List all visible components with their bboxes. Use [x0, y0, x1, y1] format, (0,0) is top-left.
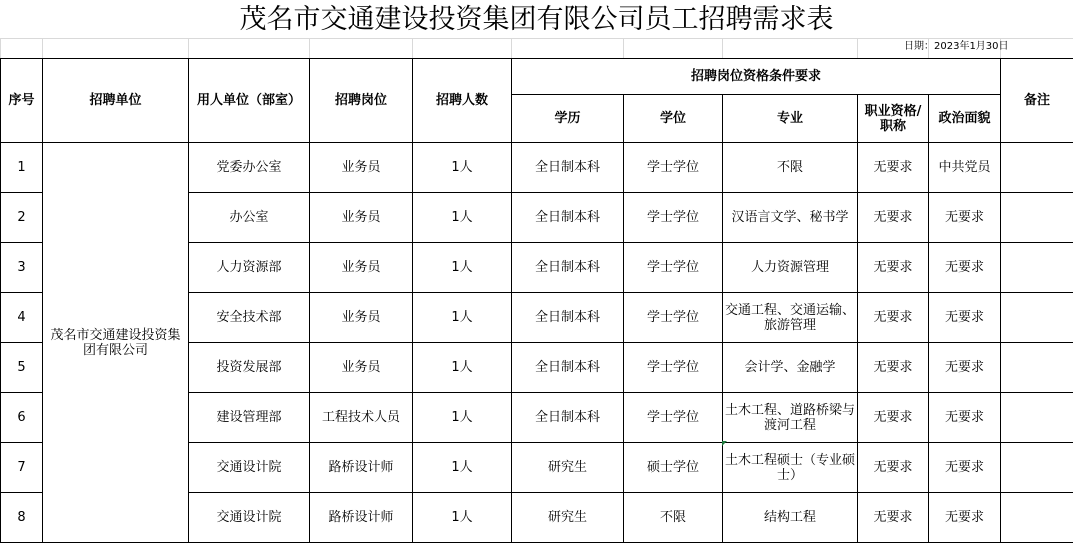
- cell-qualification: 无要求: [858, 493, 929, 543]
- cell-seq: 2: [1, 193, 43, 243]
- cell-remarks: [1001, 443, 1073, 493]
- header-company: 招聘单位: [43, 59, 189, 143]
- cell-major: 人力资源管理: [723, 243, 858, 293]
- cell-degree: 不限: [624, 493, 723, 543]
- grid-line: [0, 38, 1073, 39]
- recruitment-table: [0, 58, 1073, 543]
- cell-education: 全日制本科: [512, 243, 624, 293]
- table-row: [1, 143, 1073, 193]
- cell-dept: 安全技术部: [189, 293, 310, 343]
- cell-remarks: [1001, 193, 1073, 243]
- cell-seq: 5: [1, 343, 43, 393]
- cell-political: 无要求: [929, 293, 1001, 343]
- cell-major: 土木工程、道路桥梁与渡河工程: [723, 393, 858, 443]
- cell-count: 1人: [413, 143, 512, 193]
- cell-political: 无要求: [929, 343, 1001, 393]
- cell-position: 业务员: [310, 293, 413, 343]
- cell-remarks: [1001, 243, 1073, 293]
- cell-count: 1人: [413, 193, 512, 243]
- cell-major: 汉语言文学、秘书学: [723, 193, 858, 243]
- cell-position: 工程技术人员: [310, 393, 413, 443]
- cell-major: 不限: [723, 143, 858, 193]
- cell-degree: 学士学位: [624, 393, 723, 443]
- header-major: 专业: [723, 95, 858, 143]
- cell-remarks: [1001, 493, 1073, 543]
- cell-remarks: [1001, 293, 1073, 343]
- grid-line: [412, 38, 413, 58]
- cell-degree: 硕士学位: [624, 443, 723, 493]
- cell-qualification: 无要求: [858, 343, 929, 393]
- header-count: 招聘人数: [413, 59, 512, 143]
- cell-comment-marker: [722, 441, 727, 446]
- cell-seq: 6: [1, 393, 43, 443]
- cell-count: 1人: [413, 493, 512, 543]
- cell-seq: 1: [1, 143, 43, 193]
- cell-dept: 投资发展部: [189, 343, 310, 393]
- cell-remarks: [1001, 343, 1073, 393]
- cell-seq: 8: [1, 493, 43, 543]
- header-degree: 学位: [624, 95, 723, 143]
- cell-dept: 交通设计院: [189, 493, 310, 543]
- grid-line: [511, 38, 512, 58]
- cell-political: 无要求: [929, 443, 1001, 493]
- cell-degree: 学士学位: [624, 193, 723, 243]
- grid-line: [188, 38, 189, 58]
- cell-major: 会计学、金融学: [723, 343, 858, 393]
- cell-position: 路桥设计师: [310, 493, 413, 543]
- grid-line: [623, 38, 624, 58]
- cell-seq: 4: [1, 293, 43, 343]
- cell-qualification: 无要求: [858, 393, 929, 443]
- cell-qualification: 无要求: [858, 143, 929, 193]
- header-political: 政治面貌: [929, 95, 1001, 143]
- cell-company: 茂名市交通建设投资集团有限公司: [43, 143, 189, 543]
- cell-position: 业务员: [310, 193, 413, 243]
- cell-education: 全日制本科: [512, 293, 624, 343]
- grid-line: [722, 38, 723, 58]
- grid-line: [857, 38, 858, 58]
- cell-position: 业务员: [310, 243, 413, 293]
- header-position: 招聘岗位: [310, 59, 413, 143]
- grid-line: [309, 38, 310, 58]
- cell-count: 1人: [413, 393, 512, 443]
- cell-qualification: 无要求: [858, 293, 929, 343]
- cell-dept: 交通设计院: [189, 443, 310, 493]
- cell-qualification: 无要求: [858, 193, 929, 243]
- cell-dept: 人力资源部: [189, 243, 310, 293]
- cell-position: 业务员: [310, 143, 413, 193]
- header-seq: 序号: [1, 59, 43, 143]
- cell-education: 全日制本科: [512, 143, 624, 193]
- cell-count: 1人: [413, 443, 512, 493]
- cell-major: 结构工程: [723, 493, 858, 543]
- cell-major: 土木工程硕士（专业硕士）: [723, 443, 858, 493]
- cell-education: 全日制本科: [512, 193, 624, 243]
- cell-political: 无要求: [929, 193, 1001, 243]
- cell-political: 中共党员: [929, 143, 1001, 193]
- cell-degree: 学士学位: [624, 293, 723, 343]
- cell-education: 研究生: [512, 493, 624, 543]
- cell-education: 全日制本科: [512, 343, 624, 393]
- cell-degree: 学士学位: [624, 243, 723, 293]
- cell-dept: 办公室: [189, 193, 310, 243]
- cell-dept: 建设管理部: [189, 393, 310, 443]
- cell-degree: 学士学位: [624, 343, 723, 393]
- date-label: 日期：2023年1月30日: [904, 41, 1009, 52]
- cell-remarks: [1001, 393, 1073, 443]
- header-qualification: 职业资格/职称: [858, 95, 929, 143]
- cell-count: 1人: [413, 343, 512, 393]
- cell-remarks: [1001, 143, 1073, 193]
- grid-line: [42, 38, 43, 58]
- grid-line: [0, 38, 1, 58]
- header-education: 学历: [512, 95, 624, 143]
- cell-education: 研究生: [512, 443, 624, 493]
- header-requirements: 招聘岗位资格条件要求: [512, 59, 1001, 95]
- header-remarks: 备注: [1001, 59, 1073, 143]
- cell-political: 无要求: [929, 393, 1001, 443]
- cell-degree: 学士学位: [624, 143, 723, 193]
- cell-qualification: 无要求: [858, 243, 929, 293]
- cell-count: 1人: [413, 243, 512, 293]
- cell-dept: 党委办公室: [189, 143, 310, 193]
- cell-seq: 7: [1, 443, 43, 493]
- cell-political: 无要求: [929, 493, 1001, 543]
- page-title: 茂名市交通建设投资集团有限公司员工招聘需求表: [239, 4, 834, 35]
- cell-count: 1人: [413, 293, 512, 343]
- cell-education: 全日制本科: [512, 393, 624, 443]
- cell-seq: 3: [1, 243, 43, 293]
- cell-position: 路桥设计师: [310, 443, 413, 493]
- cell-qualification: 无要求: [858, 443, 929, 493]
- header-dept: 用人单位（部室）: [189, 59, 310, 143]
- cell-position: 业务员: [310, 343, 413, 393]
- cell-political: 无要求: [929, 243, 1001, 293]
- cell-major: 交通工程、交通运输、旅游管理: [723, 293, 858, 343]
